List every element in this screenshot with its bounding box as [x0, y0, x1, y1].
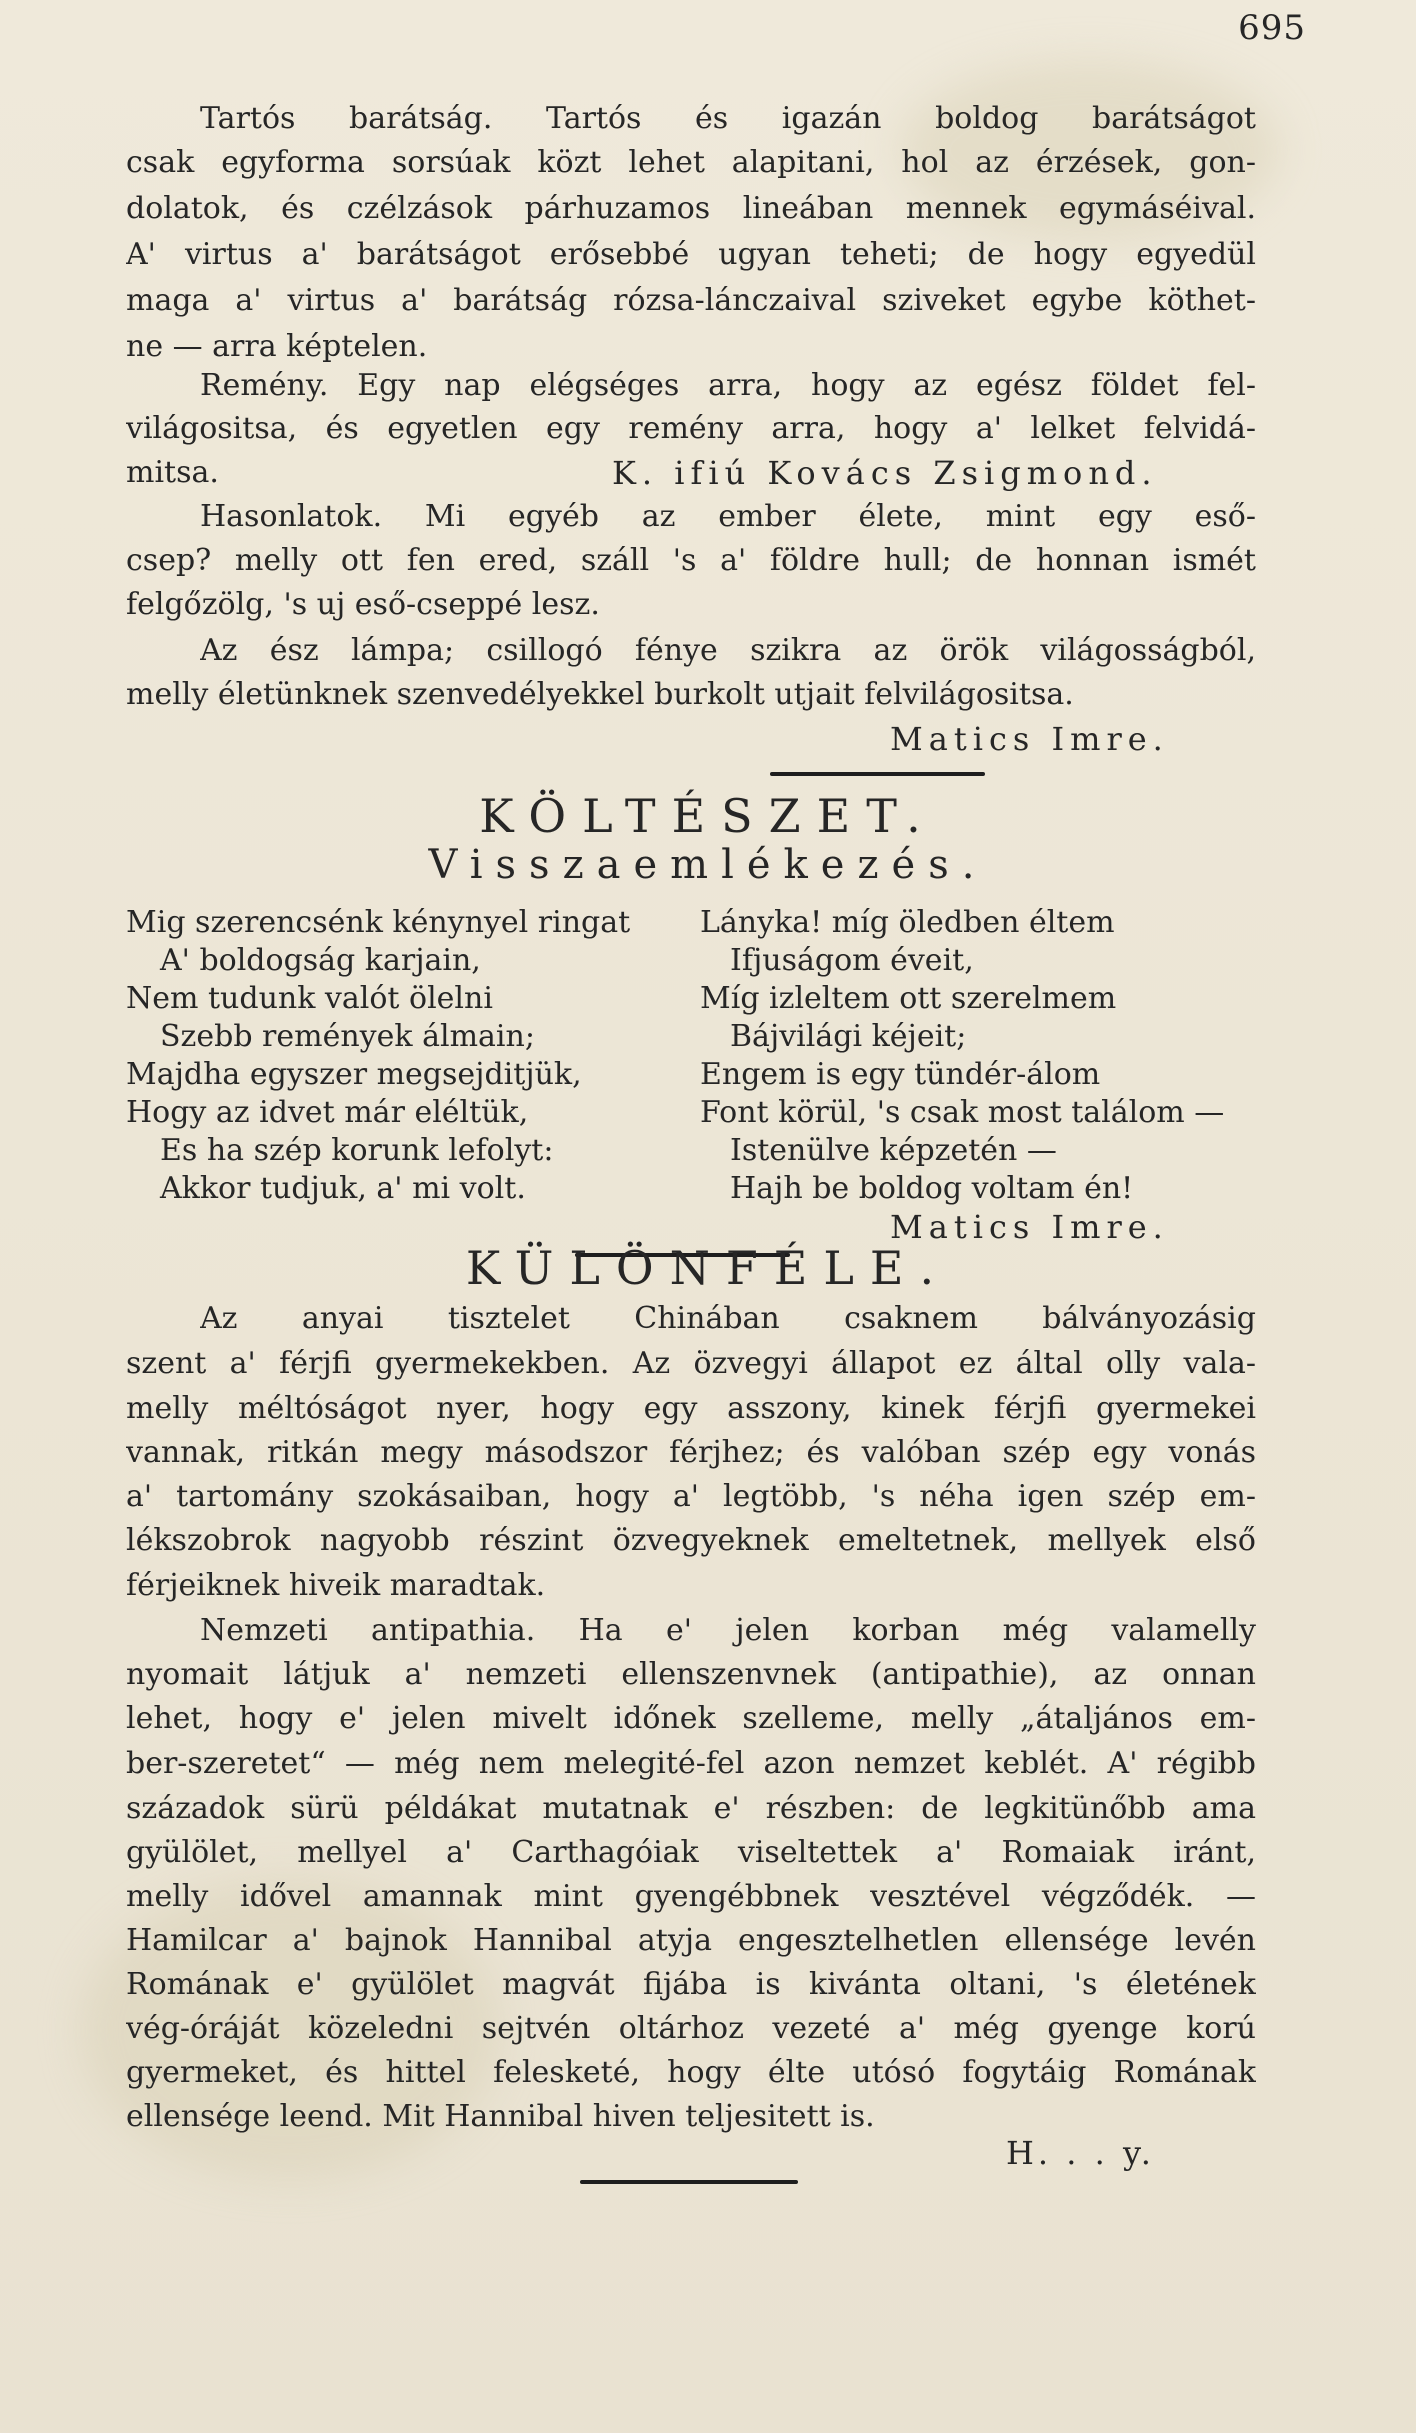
poem-title: Visszaemlékezés. [428, 842, 988, 888]
poem-left-line-2: A' boldogság karjain, [160, 943, 481, 978]
poem-left-line-5: Majdha egyszer megsejditjük, [126, 1057, 582, 1092]
misc-p1-line-5: a' tartomány szokásaiban, hogy a' legtöbb, 's néha igen szép em- [126, 1479, 1256, 1514]
intro-p3-line-1: Hasonlatok. Mi egyéb az ember élete, mint egy eső- [200, 499, 1256, 534]
misc-p2-line-8: Hamilcar a' bajnok Hannibal atyja engesztelhetlen ellensége levén [126, 1923, 1256, 1958]
intro-p2-line-1: Remény. Egy nap elégséges arra, hogy az egész földet fel- [200, 368, 1256, 403]
misc-p1-line-6: lékszobrok nagyobb részint özvegyeknek emeltetnek, mellyek első [126, 1523, 1256, 1558]
misc-p1-line-3: melly méltóságot nyer, hogy egy asszony, kinek férjfi gyermekei [126, 1391, 1256, 1426]
misc-p2-line-12: ellensége leend. Mit Hannibal hiven teljesitett is. [126, 2099, 875, 2134]
misc-p2-line-9: Romának e' gyülölet magvát fijába is kivánta oltani, 's életének [126, 1967, 1256, 2002]
intro-p1-line-3: dolatok, és czélzások párhuzamos lineában mennek egymáséival. [126, 191, 1256, 226]
intro-p1-line-1: Tartós barátság. Tartós és igazán boldog barátságot [200, 101, 1256, 136]
signature-matics-2: Matics Imre. [890, 1208, 1169, 1246]
signature-h-y: H. . . y. [1006, 2134, 1155, 2172]
poem-right-line-5: Engem is egy tündér-álom [700, 1057, 1101, 1092]
poem-left-line-1: Mig szerencsénk kénynyel ringat [126, 905, 631, 940]
section-divider [580, 2180, 798, 2184]
intro-p2-line-3: mitsa. [126, 455, 219, 490]
poem-left-line-4: Szebb remények álmain; [160, 1019, 535, 1054]
signature-kovacs: K. ifiú Kovács Zsigmond. [612, 454, 1158, 492]
intro-p4-line-2: melly életünknek szenvedélyekkel burkolt utjait felvilágositsa. [126, 677, 1074, 712]
poem-left-line-6: Hogy az idvet már eléltük, [126, 1095, 529, 1130]
intro-p3-line-2: csep? melly ott fen ered, száll 's a' földre hull; de honnan ismét [126, 543, 1256, 578]
misc-p1-line-2: szent a' férjfi gyermekekben. Az özvegyi állapot ez által olly vala- [126, 1346, 1256, 1381]
poem-right-line-3: Míg izleltem ott szerelmem [700, 981, 1117, 1016]
section-title-koltészet: KÖLTÉSZET. [479, 789, 937, 843]
section-title-kulonfele: KÜLÖNFÉLE. [465, 1241, 951, 1295]
misc-p2-line-4: ber-szeretet“ — még nem melegité-fel azon nemzet keblét. A' régibb [126, 1746, 1256, 1781]
poem-left-line-8: Akkor tudjuk, a' mi volt. [160, 1171, 526, 1206]
intro-p1-line-6: ne — arra képtelen. [126, 329, 428, 364]
intro-p3-line-3: felgőzölg, 's uj eső-cseppé lesz. [126, 587, 600, 622]
poem-right-line-6: Font körül, 's csak most találom — [700, 1095, 1225, 1130]
page-number: 695 [1238, 8, 1306, 48]
misc-p2-line-11: gyermeket, és hittel felesketé, hogy élte utósó fogytáig Romának [126, 2055, 1256, 2090]
signature-matics-1: Matics Imre. [890, 720, 1169, 758]
misc-p2-line-6: gyülölet, mellyel a' Carthagóiak viseltettek a' Romaiak iránt, [126, 1835, 1256, 1870]
poem-left-line-3: Nem tudunk valót ölelni [126, 981, 493, 1016]
intro-p1-line-5: maga a' virtus a' barátság rózsa-lánczaival sziveket egybe köthet- [126, 283, 1256, 318]
poem-right-line-4: Bájvilági kéjeit; [730, 1019, 967, 1054]
poem-left-line-7: Es ha szép korunk lefolyt: [160, 1133, 554, 1168]
intro-p1-line-4: A' virtus a' barátságot erősebbé ugyan teheti; de hogy egyedül [126, 237, 1256, 272]
intro-p1-line-2: csak egyforma sorsúak közt lehet alapitani, hol az érzések, gon- [126, 145, 1256, 180]
intro-p4-line-1: Az ész lámpa; csillogó fénye szikra az örök világosságból, [200, 633, 1256, 668]
poem-right-line-7: Istenülve képzetén — [730, 1133, 1057, 1168]
poem-right-line-1: Lányka! míg öledben éltem [700, 905, 1115, 940]
misc-p2-line-10: vég-óráját közeledni sejtvén oltárhoz vezeté a' még gyenge korú [126, 2011, 1256, 2046]
section-divider [770, 772, 985, 776]
intro-p2-line-2: világositsa, és egyetlen egy remény arra, hogy a' lelket felvidá- [126, 411, 1256, 446]
misc-p2-line-3: lehet, hogy e' jelen mivelt időnek szelleme, melly „átaljános em- [126, 1701, 1256, 1736]
misc-p2-line-1: Nemzeti antipathia. Ha e' jelen korban még valamelly [200, 1613, 1256, 1648]
poem-right-line-2: Ifjuságom éveit, [730, 943, 974, 978]
misc-p2-line-7: melly idővel amannak mint gyengébbnek vesztével végződék. — [126, 1879, 1256, 1914]
misc-p2-line-2: nyomait látjuk a' nemzeti ellenszenvnek (antipathie), az onnan [126, 1657, 1256, 1692]
misc-p1-line-1: Az anyai tisztelet Chinában csaknem bálványozásig [200, 1301, 1256, 1336]
poem-right-line-8: Hajh be boldog voltam én! [730, 1171, 1134, 1206]
misc-p2-line-5: századok sürü példákat mutatnak e' részben: de legkitünőbb ama [126, 1791, 1256, 1826]
misc-p1-line-4: vannak, ritkán megy másodszor férjhez; és valóban szép egy vonás [126, 1435, 1256, 1470]
misc-p1-line-7: férjeiknek hiveik maradtak. [126, 1568, 546, 1603]
